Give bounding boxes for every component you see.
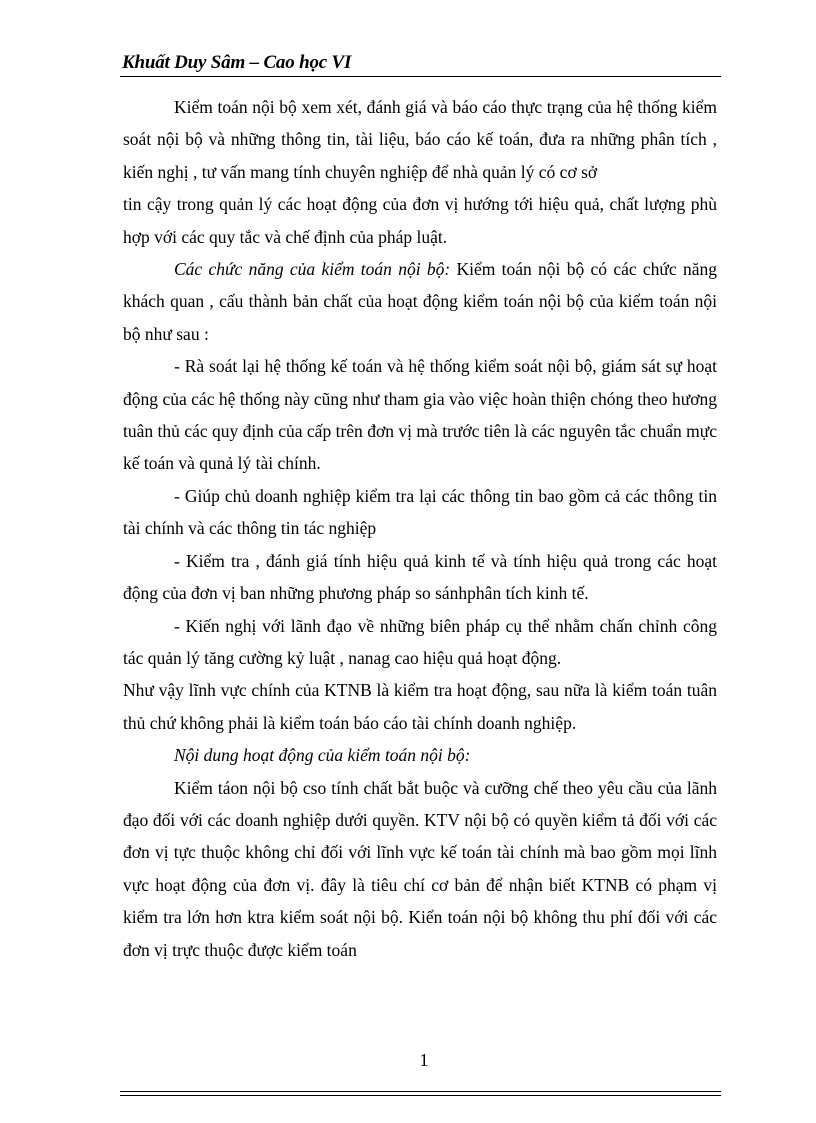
- document-body: [123, 91, 717, 966]
- paragraph-evaluate-efficiency: - Kiểm tra , đánh giá tính hiệu quả kinh tế và tính hiệu quả trong các hoạt động của đơn vị ban những phương pháp so sánhphân tích kinh tế.: [123, 550, 717, 604]
- footer-divider-thin: [120, 1091, 721, 1092]
- paragraph-mandatory-nature: Kiểm táon nội bộ cso tính chất bắt buộc và cưỡng chế theo yêu cầu của lãnh đạo đối với các doanh nghiệp dưới quyền. KTV nội bộ có quyền kiểm tả đối với các đơn vị tực thuộc không chỉ đối với lĩnh vực kế toán tài chính mà bao gồm mọi lĩnh vực hoạt động của đơn vị. đây là tiêu chí cơ bản để nhận biết KTNB có phạm vị kiểm tra lớn hơn ktra kiểm soát nội bộ. Kiển toán nội bộ không thu phí đối với các đơn vị trực thuộc được kiểm toán: [123, 777, 717, 960]
- paragraph-check-information: - Giúp chủ doanh nghiệp kiểm tra lại các thông tin bao gồm cả các thông tin tài chính và các thông tin tác nghiệp: [123, 485, 717, 539]
- paragraph-functions: [123, 253, 717, 350]
- page-header-title: Khuất Duy Sâm – Cao học VI: [122, 52, 352, 73]
- paragraph-intro-continued: tin cậy trong quản lý các hoạt động của đơn vị hướng tới hiệu quả, chất lượng phù hợp với các quy tắc và chế định của pháp luật.: [123, 194, 717, 247]
- functions-text: Kiểm toán nội bộ có các chức năng khách quan , cấu thành bản chất của hoạt động kiểm toán nội bộ của kiểm toán nội bộ như sau :: [123, 259, 717, 344]
- footer-divider-thick: [120, 1095, 721, 1096]
- paragraph-review-systems: - Rà soát lại hệ thống kế toán và hệ thống kiểm soát nội bộ, giám sát sự hoạt động của các hệ thống này cũng như tham gia vào việc hoàn thiện chóng theo hương tuân thủ các quy định của cấp trên đơn vị mà trước tiên là các nguyên tắc chuẩn mực kế toán và qunả lý tài chính.: [123, 356, 717, 474]
- paragraph-summary: Như vậy lĩnh vực chính của KTNB là kiểm tra hoạt động, sau nữa là kiểm toán tuân thủ chứ không phải là kiểm toán báo cáo tài chính doanh nghiệp.: [123, 680, 717, 733]
- functions-label: Các chức năng của kiểm toán nội bộ:: [174, 259, 451, 280]
- paragraph-recommendations: - Kiến nghị với lãnh đạo về những biên pháp cụ thể nhằm chấn chỉnh công tác quản lý tăng cường kỷ luật , nanag cao hiệu quả hoạt động.: [123, 615, 717, 668]
- paragraph-intro: Kiểm toán nội bộ xem xét, đánh giá và báo cáo thực trạng của hệ thống kiểm soát nội bộ và những thông tin, tài liệu, báo cáo kế toán, đưa ra những phân tích , kiến nghị , tư vấn mang tính chuyên nghiệp để nhà quản lý có cơ sở: [123, 97, 717, 182]
- header-divider: [120, 76, 721, 77]
- page-number: 1: [419, 1050, 429, 1070]
- section-heading-content: Nội dung hoạt động của kiểm toán nội bộ:: [174, 745, 471, 766]
